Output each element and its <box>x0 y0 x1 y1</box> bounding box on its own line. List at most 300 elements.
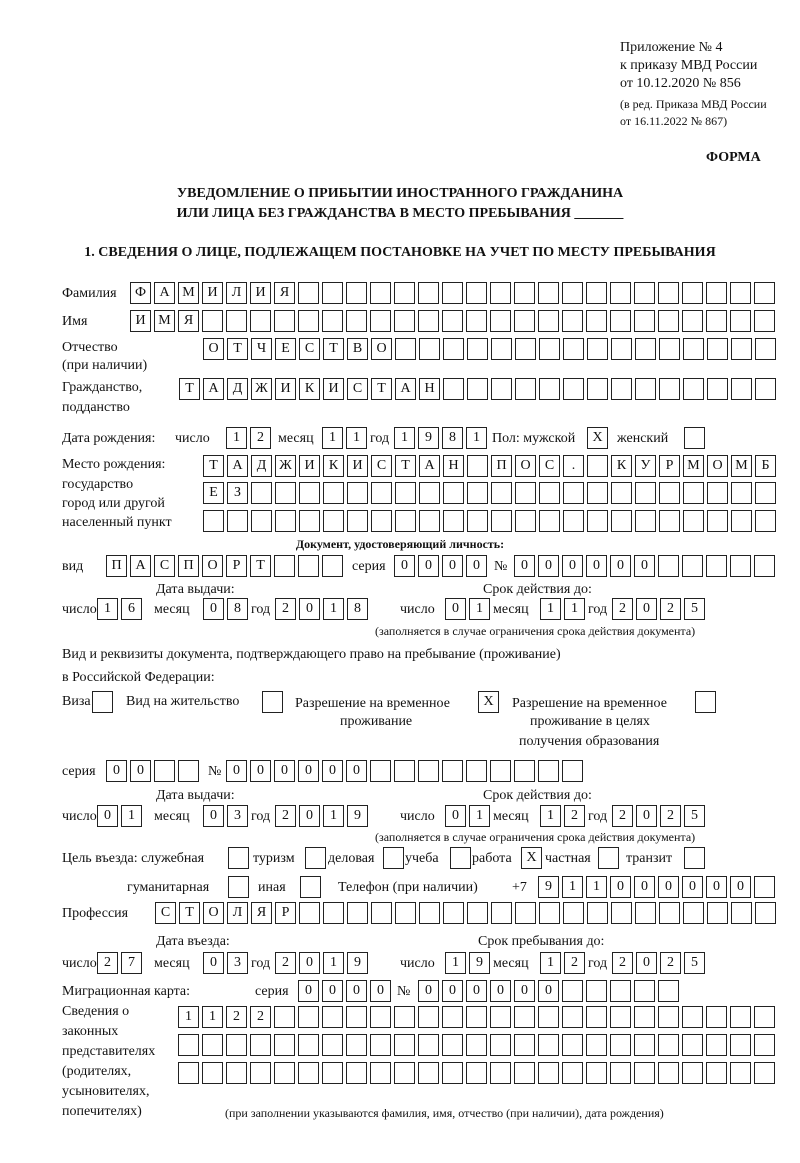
char-box[interactable]: 1 <box>121 805 142 827</box>
char-box[interactable]: 1 <box>540 805 561 827</box>
char-box[interactable] <box>586 1034 607 1056</box>
char-box[interactable]: 0 <box>370 980 391 1002</box>
char-box[interactable]: Т <box>203 455 224 477</box>
char-box[interactable] <box>587 338 608 360</box>
char-box[interactable]: С <box>299 338 320 360</box>
char-box[interactable]: 2 <box>612 598 633 620</box>
char-box[interactable] <box>178 1034 199 1056</box>
char-box[interactable] <box>515 482 536 504</box>
char-box[interactable]: 2 <box>97 952 118 974</box>
char-box[interactable] <box>443 510 464 532</box>
char-box[interactable] <box>755 338 776 360</box>
char-box[interactable] <box>298 310 319 332</box>
char-box[interactable]: 1 <box>445 952 466 974</box>
char-box[interactable] <box>695 691 716 713</box>
char-box[interactable] <box>514 282 535 304</box>
char-box[interactable] <box>491 338 512 360</box>
char-box[interactable] <box>562 1062 583 1084</box>
char-box[interactable]: 5 <box>684 598 705 620</box>
char-box[interactable] <box>515 510 536 532</box>
char-box[interactable]: Е <box>275 338 296 360</box>
char-box[interactable] <box>370 1006 391 1028</box>
char-box[interactable]: Я <box>274 282 295 304</box>
char-box[interactable] <box>419 338 440 360</box>
char-box[interactable] <box>305 847 326 869</box>
char-box[interactable]: . <box>563 455 584 477</box>
char-box[interactable]: 0 <box>490 980 511 1002</box>
char-box[interactable]: Р <box>275 902 296 924</box>
char-box[interactable] <box>299 482 320 504</box>
char-box[interactable] <box>682 310 703 332</box>
char-box[interactable] <box>634 1034 655 1056</box>
char-box[interactable] <box>539 482 560 504</box>
char-box[interactable] <box>754 310 775 332</box>
char-box[interactable] <box>754 282 775 304</box>
char-box[interactable]: 8 <box>347 598 368 620</box>
char-box[interactable] <box>562 980 583 1002</box>
char-box[interactable]: 1 <box>540 952 561 974</box>
char-box[interactable] <box>394 1006 415 1028</box>
char-box[interactable] <box>538 282 559 304</box>
char-box[interactable]: 1 <box>394 427 415 449</box>
char-box[interactable]: З <box>227 482 248 504</box>
char-box[interactable] <box>371 482 392 504</box>
char-box[interactable] <box>730 310 751 332</box>
char-box[interactable]: 3 <box>227 952 248 974</box>
char-box[interactable] <box>370 282 391 304</box>
char-box[interactable] <box>491 482 512 504</box>
char-box[interactable] <box>370 310 391 332</box>
char-box[interactable]: Т <box>179 378 200 400</box>
char-box[interactable]: 0 <box>634 876 655 898</box>
char-box[interactable] <box>586 1006 607 1028</box>
char-box[interactable]: Т <box>323 338 344 360</box>
char-box[interactable]: 1 <box>322 427 343 449</box>
char-box[interactable] <box>562 1006 583 1028</box>
char-box[interactable] <box>442 1034 463 1056</box>
char-box[interactable] <box>443 902 464 924</box>
char-box[interactable] <box>684 427 705 449</box>
char-box[interactable]: Т <box>179 902 200 924</box>
char-box[interactable]: 0 <box>346 980 367 1002</box>
char-box[interactable] <box>635 482 656 504</box>
char-box[interactable] <box>251 510 272 532</box>
char-box[interactable] <box>659 902 680 924</box>
char-box[interactable]: С <box>539 455 560 477</box>
char-box[interactable] <box>347 902 368 924</box>
char-box[interactable]: Л <box>227 902 248 924</box>
char-box[interactable] <box>598 847 619 869</box>
char-box[interactable]: 0 <box>250 760 271 782</box>
char-box[interactable] <box>707 338 728 360</box>
char-box[interactable] <box>178 1062 199 1084</box>
char-box[interactable] <box>587 902 608 924</box>
char-box[interactable] <box>706 555 727 577</box>
char-box[interactable] <box>610 1006 631 1028</box>
char-box[interactable]: 0 <box>203 952 224 974</box>
char-box[interactable]: 9 <box>347 805 368 827</box>
char-box[interactable] <box>322 1062 343 1084</box>
char-box[interactable]: О <box>203 338 224 360</box>
char-box[interactable]: 0 <box>586 555 607 577</box>
char-box[interactable]: 0 <box>562 555 583 577</box>
char-box[interactable]: С <box>347 378 368 400</box>
char-box[interactable] <box>611 338 632 360</box>
char-box[interactable]: 0 <box>636 952 657 974</box>
char-box[interactable] <box>346 1006 367 1028</box>
char-box[interactable]: 0 <box>636 598 657 620</box>
char-box[interactable] <box>443 338 464 360</box>
char-box[interactable]: 0 <box>394 555 415 577</box>
char-box[interactable]: И <box>323 378 344 400</box>
char-box[interactable]: 0 <box>299 805 320 827</box>
char-box[interactable] <box>538 310 559 332</box>
char-box[interactable]: 0 <box>418 980 439 1002</box>
char-box[interactable] <box>251 482 272 504</box>
char-box[interactable]: А <box>395 378 416 400</box>
char-box[interactable] <box>634 310 655 332</box>
char-box[interactable]: 0 <box>322 980 343 1002</box>
char-box[interactable]: И <box>275 378 296 400</box>
char-box[interactable] <box>611 510 632 532</box>
char-box[interactable] <box>298 1034 319 1056</box>
char-box[interactable]: 9 <box>418 427 439 449</box>
char-box[interactable] <box>275 482 296 504</box>
char-box[interactable]: 1 <box>346 427 367 449</box>
char-box[interactable] <box>299 902 320 924</box>
char-box[interactable] <box>92 691 113 713</box>
char-box[interactable] <box>419 902 440 924</box>
char-box[interactable]: 2 <box>275 805 296 827</box>
char-box[interactable] <box>346 310 367 332</box>
char-box[interactable] <box>730 282 751 304</box>
char-box[interactable]: Я <box>178 310 199 332</box>
char-box[interactable]: 1 <box>323 805 344 827</box>
char-box[interactable] <box>346 282 367 304</box>
char-box[interactable]: О <box>707 455 728 477</box>
char-box[interactable] <box>706 1062 727 1084</box>
char-box[interactable]: 1 <box>466 427 487 449</box>
char-box[interactable] <box>466 1062 487 1084</box>
char-box[interactable]: 0 <box>610 876 631 898</box>
char-box[interactable] <box>250 1034 271 1056</box>
char-box[interactable] <box>514 1034 535 1056</box>
char-box[interactable] <box>394 310 415 332</box>
char-box[interactable]: М <box>178 282 199 304</box>
char-box[interactable]: Б <box>755 455 776 477</box>
char-box[interactable] <box>394 1062 415 1084</box>
char-box[interactable] <box>442 1062 463 1084</box>
char-box[interactable] <box>346 1034 367 1056</box>
char-box[interactable] <box>658 1062 679 1084</box>
char-box[interactable] <box>610 310 631 332</box>
char-box[interactable] <box>730 1062 751 1084</box>
char-box[interactable]: 2 <box>660 598 681 620</box>
char-box[interactable]: 1 <box>562 876 583 898</box>
char-box[interactable] <box>586 1062 607 1084</box>
char-box[interactable] <box>274 1006 295 1028</box>
char-box[interactable]: Р <box>226 555 247 577</box>
char-box[interactable]: 0 <box>706 876 727 898</box>
char-box[interactable] <box>538 1006 559 1028</box>
char-box[interactable] <box>538 1062 559 1084</box>
char-box[interactable]: Ж <box>251 378 272 400</box>
char-box[interactable] <box>706 310 727 332</box>
char-box[interactable]: 5 <box>684 952 705 974</box>
char-box[interactable] <box>322 1034 343 1056</box>
char-box[interactable] <box>635 378 656 400</box>
char-box[interactable] <box>563 902 584 924</box>
char-box[interactable] <box>635 510 656 532</box>
char-box[interactable]: Д <box>251 455 272 477</box>
char-box[interactable] <box>611 378 632 400</box>
char-box[interactable] <box>659 482 680 504</box>
char-box[interactable] <box>467 902 488 924</box>
char-box[interactable]: И <box>202 282 223 304</box>
char-box[interactable] <box>587 510 608 532</box>
char-box[interactable] <box>491 902 512 924</box>
char-box[interactable] <box>634 282 655 304</box>
char-box[interactable]: Т <box>371 378 392 400</box>
char-box[interactable]: 0 <box>298 760 319 782</box>
char-box[interactable]: П <box>106 555 127 577</box>
char-box[interactable]: О <box>203 902 224 924</box>
char-box[interactable]: 0 <box>682 876 703 898</box>
char-box[interactable] <box>395 902 416 924</box>
char-box[interactable] <box>322 1006 343 1028</box>
char-box[interactable] <box>515 338 536 360</box>
char-box[interactable] <box>754 1034 775 1056</box>
char-box[interactable] <box>658 980 679 1002</box>
char-box[interactable] <box>250 1062 271 1084</box>
char-box[interactable] <box>466 760 487 782</box>
char-box[interactable] <box>322 310 343 332</box>
char-box[interactable] <box>730 555 751 577</box>
char-box[interactable] <box>538 1034 559 1056</box>
char-box[interactable]: 0 <box>203 805 224 827</box>
char-box[interactable] <box>731 338 752 360</box>
char-box[interactable] <box>298 1062 319 1084</box>
char-box[interactable]: 0 <box>274 760 295 782</box>
char-box[interactable] <box>395 482 416 504</box>
char-box[interactable] <box>658 1034 679 1056</box>
char-box[interactable]: 8 <box>442 427 463 449</box>
char-box[interactable] <box>228 876 249 898</box>
char-box[interactable]: 0 <box>130 760 151 782</box>
char-box[interactable] <box>635 338 656 360</box>
char-box[interactable] <box>563 510 584 532</box>
char-box[interactable] <box>491 378 512 400</box>
char-box[interactable] <box>515 378 536 400</box>
char-box[interactable] <box>562 310 583 332</box>
char-box[interactable] <box>490 282 511 304</box>
char-box[interactable]: 0 <box>445 598 466 620</box>
char-box[interactable] <box>443 482 464 504</box>
char-box[interactable] <box>731 378 752 400</box>
char-box[interactable] <box>443 378 464 400</box>
char-box[interactable] <box>683 378 704 400</box>
char-box[interactable]: И <box>130 310 151 332</box>
char-box[interactable]: 0 <box>538 980 559 1002</box>
char-box[interactable]: 0 <box>610 555 631 577</box>
char-box[interactable] <box>491 510 512 532</box>
char-box[interactable]: П <box>491 455 512 477</box>
char-box[interactable] <box>418 760 439 782</box>
char-box[interactable] <box>490 310 511 332</box>
char-box[interactable] <box>610 282 631 304</box>
char-box[interactable] <box>202 1062 223 1084</box>
char-box[interactable] <box>395 510 416 532</box>
char-box[interactable] <box>298 555 319 577</box>
char-box[interactable]: 1 <box>178 1006 199 1028</box>
char-box[interactable] <box>684 847 705 869</box>
char-box[interactable]: П <box>178 555 199 577</box>
char-box[interactable]: О <box>515 455 536 477</box>
char-box[interactable]: 0 <box>658 876 679 898</box>
char-box[interactable] <box>323 510 344 532</box>
char-box[interactable]: С <box>155 902 176 924</box>
char-box[interactable]: Ч <box>251 338 272 360</box>
char-box[interactable]: 9 <box>538 876 559 898</box>
char-box[interactable] <box>226 1062 247 1084</box>
char-box[interactable] <box>418 1062 439 1084</box>
char-box[interactable]: К <box>299 378 320 400</box>
char-box[interactable] <box>538 760 559 782</box>
char-box[interactable]: Т <box>395 455 416 477</box>
char-box[interactable] <box>539 378 560 400</box>
char-box[interactable] <box>755 482 776 504</box>
char-box[interactable]: 9 <box>469 952 490 974</box>
char-box[interactable] <box>371 510 392 532</box>
char-box[interactable]: 0 <box>634 555 655 577</box>
char-box[interactable]: 7 <box>121 952 142 974</box>
char-box[interactable] <box>514 760 535 782</box>
char-box[interactable]: Т <box>227 338 248 360</box>
char-box[interactable]: X <box>521 847 542 869</box>
char-box[interactable] <box>730 1006 751 1028</box>
char-box[interactable]: 0 <box>298 980 319 1002</box>
char-box[interactable] <box>490 1034 511 1056</box>
char-box[interactable]: 1 <box>323 952 344 974</box>
char-box[interactable] <box>611 482 632 504</box>
char-box[interactable] <box>450 847 471 869</box>
char-box[interactable]: Н <box>443 455 464 477</box>
char-box[interactable] <box>754 555 775 577</box>
char-box[interactable] <box>322 282 343 304</box>
char-box[interactable]: Е <box>203 482 224 504</box>
char-box[interactable] <box>610 1062 631 1084</box>
char-box[interactable] <box>587 455 608 477</box>
char-box[interactable]: У <box>635 455 656 477</box>
char-box[interactable]: 0 <box>346 760 367 782</box>
char-box[interactable] <box>419 482 440 504</box>
char-box[interactable] <box>394 760 415 782</box>
char-box[interactable]: 0 <box>538 555 559 577</box>
char-box[interactable] <box>203 510 224 532</box>
char-box[interactable] <box>466 1034 487 1056</box>
char-box[interactable] <box>298 282 319 304</box>
char-box[interactable]: 2 <box>612 805 633 827</box>
char-box[interactable] <box>659 510 680 532</box>
char-box[interactable] <box>346 1062 367 1084</box>
char-box[interactable] <box>658 282 679 304</box>
char-box[interactable]: А <box>130 555 151 577</box>
char-box[interactable] <box>419 510 440 532</box>
char-box[interactable] <box>658 310 679 332</box>
char-box[interactable] <box>274 1034 295 1056</box>
char-box[interactable]: 0 <box>514 555 535 577</box>
char-box[interactable] <box>683 510 704 532</box>
char-box[interactable]: В <box>347 338 368 360</box>
char-box[interactable] <box>587 378 608 400</box>
char-box[interactable] <box>418 310 439 332</box>
char-box[interactable]: 0 <box>203 598 224 620</box>
char-box[interactable]: 2 <box>275 598 296 620</box>
char-box[interactable]: А <box>154 282 175 304</box>
char-box[interactable]: X <box>587 427 608 449</box>
char-box[interactable] <box>323 482 344 504</box>
char-box[interactable] <box>418 1034 439 1056</box>
char-box[interactable] <box>682 1006 703 1028</box>
char-box[interactable] <box>707 482 728 504</box>
char-box[interactable] <box>562 1034 583 1056</box>
char-box[interactable]: Я <box>251 902 272 924</box>
char-box[interactable]: М <box>683 455 704 477</box>
char-box[interactable] <box>370 1034 391 1056</box>
char-box[interactable] <box>442 310 463 332</box>
char-box[interactable] <box>227 510 248 532</box>
char-box[interactable] <box>634 1006 655 1028</box>
char-box[interactable] <box>418 1006 439 1028</box>
char-box[interactable] <box>347 510 368 532</box>
char-box[interactable] <box>586 980 607 1002</box>
char-box[interactable]: 0 <box>299 952 320 974</box>
char-box[interactable]: 0 <box>442 980 463 1002</box>
char-box[interactable] <box>275 510 296 532</box>
char-box[interactable]: А <box>227 455 248 477</box>
char-box[interactable] <box>731 510 752 532</box>
char-box[interactable] <box>262 691 283 713</box>
char-box[interactable]: 0 <box>514 980 535 1002</box>
char-box[interactable]: 2 <box>250 427 271 449</box>
char-box[interactable]: 1 <box>469 805 490 827</box>
char-box[interactable] <box>466 310 487 332</box>
char-box[interactable]: А <box>203 378 224 400</box>
char-box[interactable] <box>634 1062 655 1084</box>
char-box[interactable]: 0 <box>418 555 439 577</box>
char-box[interactable] <box>754 1062 775 1084</box>
char-box[interactable] <box>586 310 607 332</box>
char-box[interactable] <box>754 876 775 898</box>
char-box[interactable]: О <box>371 338 392 360</box>
char-box[interactable] <box>323 902 344 924</box>
char-box[interactable] <box>706 1034 727 1056</box>
char-box[interactable] <box>659 378 680 400</box>
char-box[interactable] <box>539 510 560 532</box>
char-box[interactable] <box>707 378 728 400</box>
char-box[interactable]: 0 <box>445 805 466 827</box>
char-box[interactable] <box>442 1006 463 1028</box>
char-box[interactable]: 5 <box>684 805 705 827</box>
char-box[interactable] <box>490 1006 511 1028</box>
char-box[interactable] <box>274 1062 295 1084</box>
char-box[interactable] <box>394 1034 415 1056</box>
char-box[interactable]: Д <box>227 378 248 400</box>
char-box[interactable]: 1 <box>226 427 247 449</box>
char-box[interactable]: 2 <box>250 1006 271 1028</box>
char-box[interactable]: Л <box>226 282 247 304</box>
char-box[interactable] <box>562 760 583 782</box>
